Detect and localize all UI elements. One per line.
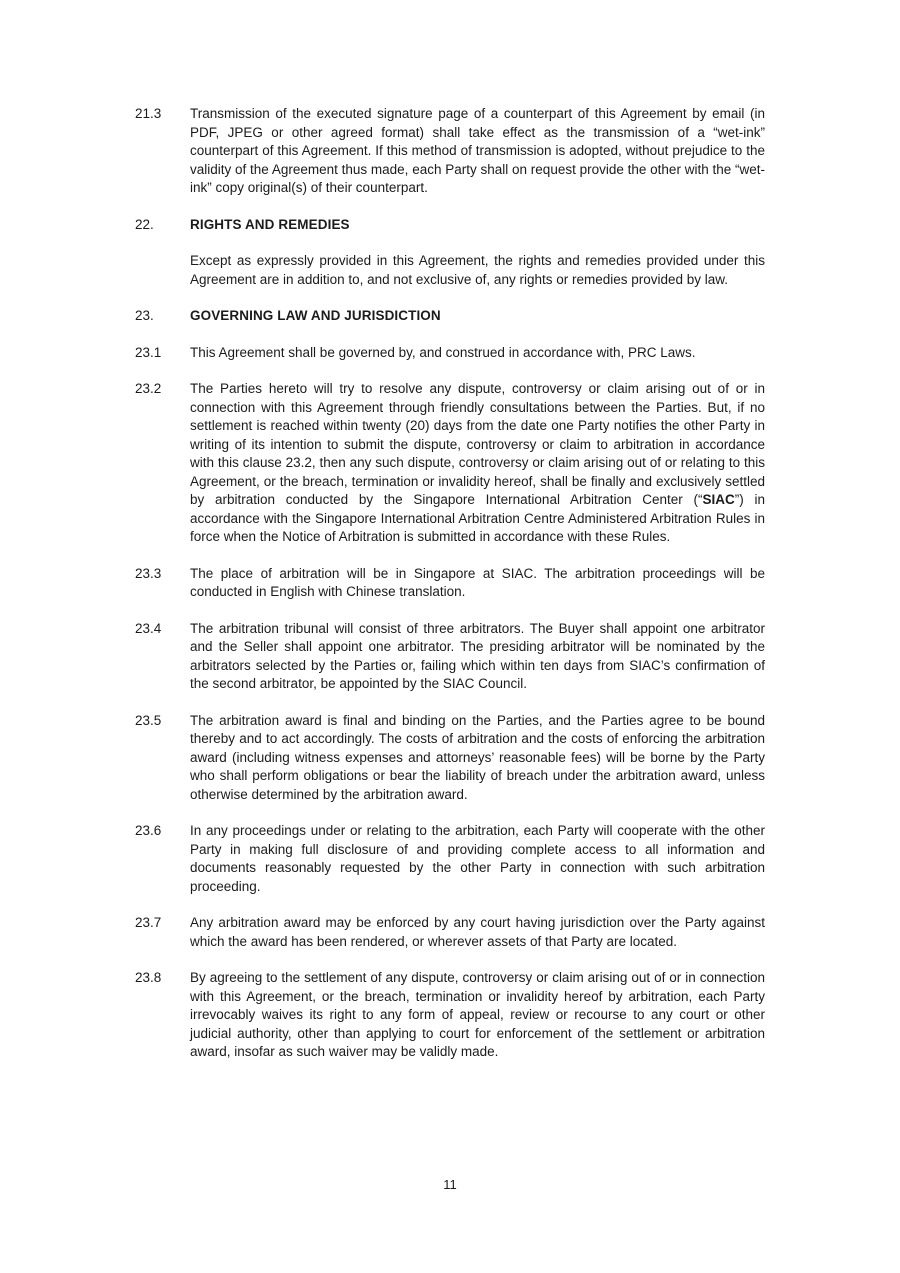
clause-23-6 <box>135 822 765 896</box>
clause-number: 23.5 <box>135 712 162 728</box>
clause-text <box>190 380 765 547</box>
clause-number: 23.4 <box>135 620 162 636</box>
clause-23-3 <box>135 565 765 602</box>
section-title: GOVERNING LAW AND JURISDICTION <box>190 308 441 323</box>
clause-text: Any arbitration award may be enforced by any court having jurisdiction over the Party against which the award has been rendered, or wherever assets of that Party are located. <box>190 915 765 949</box>
clause-23-4 <box>135 620 765 694</box>
clause-text: Except as expressly provided in this Agreement, the rights and remedies provided under this Agreement are in addition to, and not exclusive of, any rights or remedies provided by law. <box>190 253 765 287</box>
section-22-heading <box>135 216 765 235</box>
clause-text: This Agreement shall be governed by, and construed in accordance with, PRC Laws. <box>190 344 696 360</box>
clause-21-3 <box>135 105 765 198</box>
clause-23-7 <box>135 914 765 951</box>
section-number: 23. <box>135 308 154 323</box>
clause-text: In any proceedings under or relating to the arbitration, each Party will cooperate with the other Party in making full disclosure of and providing complete access to all information and documents reasonably requested by the other Party in connection with such arbitration proceeding. <box>190 823 765 894</box>
clause-text: The place of arbitration will be in Singapore at SIAC. The arbitration proceedings will be conducted in English with Chinese translation. <box>190 565 765 599</box>
clause-23-5 <box>135 712 765 805</box>
clause-23-1 <box>135 344 765 363</box>
clause-text: By agreeing to the settlement of any dispute, controversy or claim arising out of or in connection with this Agreement, or the breach, termination or invalidity hereof by arbitration, each Party irrevocably waives its right to any form of appeal, review or recourse to any court or other judicial authority, other than applying to court for enforcement of the settlement or arbitration award, insofar as such waiver may be validly made. <box>190 970 765 1059</box>
section-23-heading <box>135 307 765 326</box>
clause-number: 23.6 <box>135 823 162 838</box>
clause-number: 23.7 <box>135 915 162 930</box>
clause-number: 21.3 <box>135 106 162 121</box>
clause-23-2 <box>135 380 765 547</box>
clause-23-8 <box>135 969 765 1062</box>
section-title: RIGHTS AND REMEDIES <box>190 216 350 232</box>
clause-text: The arbitration tribunal will consist of three arbitrators. The Buyer shall appoint one arbitrator and the Seller shall appoint one arbitrator. The presiding arbitrator will be nominated by the arbitrators selected by the Parties or, failing which within ten days from SIAC’s confirmation of the second arbitrator, be appointed by the SIAC Council. <box>190 620 765 691</box>
clause-number: 23.1 <box>135 344 162 360</box>
clause-text: The arbitration award is final and binding on the Parties, and the Parties agree to be bound thereby and to act accordingly. The costs of arbitration and the costs of enforcing the arbitration award (including witness expenses and attorneys’ reasonable fees) will be borne by the Party who shall perform obligations or bear the liability of breach under the arbitration award, unless otherwise determined by the arbitration award. <box>190 712 765 802</box>
clause-text-segment: The Parties hereto will try to resolve any dispute, controversy or claim arising out of or in connection with this Agreement through friendly consultations between the Parties. But, if no settlement is reached within twenty (20) days from the date one Party notifies the other Party in writing of its intention to submit the dispute, controversy or claim to arbitration in accordance with this clause 23.2, then any such dispute, controversy or claim arising out of or relating to this Agreement, or the breach, termination or invalidity hereof, shall be finally and exclusively settled by arbitration conducted by the Singapore International Arbitration Center (“ <box>190 381 765 507</box>
clause-number: 23.2 <box>135 381 162 396</box>
clause-number: 23.8 <box>135 970 162 985</box>
defined-term-siac: SIAC <box>702 492 735 507</box>
clause-number: 23.3 <box>135 565 162 581</box>
section-22-body <box>135 252 765 289</box>
clause-text-segment: ”) in accordance with the Singapore International Arbitration Centre Administered Arbitration Rules in force when the Notice of Arbitration is submitted in accordance with these Rules. <box>190 492 766 544</box>
page-number: 11 <box>443 1177 457 1192</box>
clause-text: Transmission of the executed signature page of a counterpart of this Agreement by email (in PDF, JPEG or other agreed format) shall take effect as the transmission of a “wet-ink” counterpart of this Agreement. If this method of transmission is adopted, without prejudice to the validity of the Agreement thus made, each Party shall on request provide the other with the “wet-ink” copy original(s) of their counterpart. <box>190 106 765 195</box>
section-number: 22. <box>135 216 154 232</box>
